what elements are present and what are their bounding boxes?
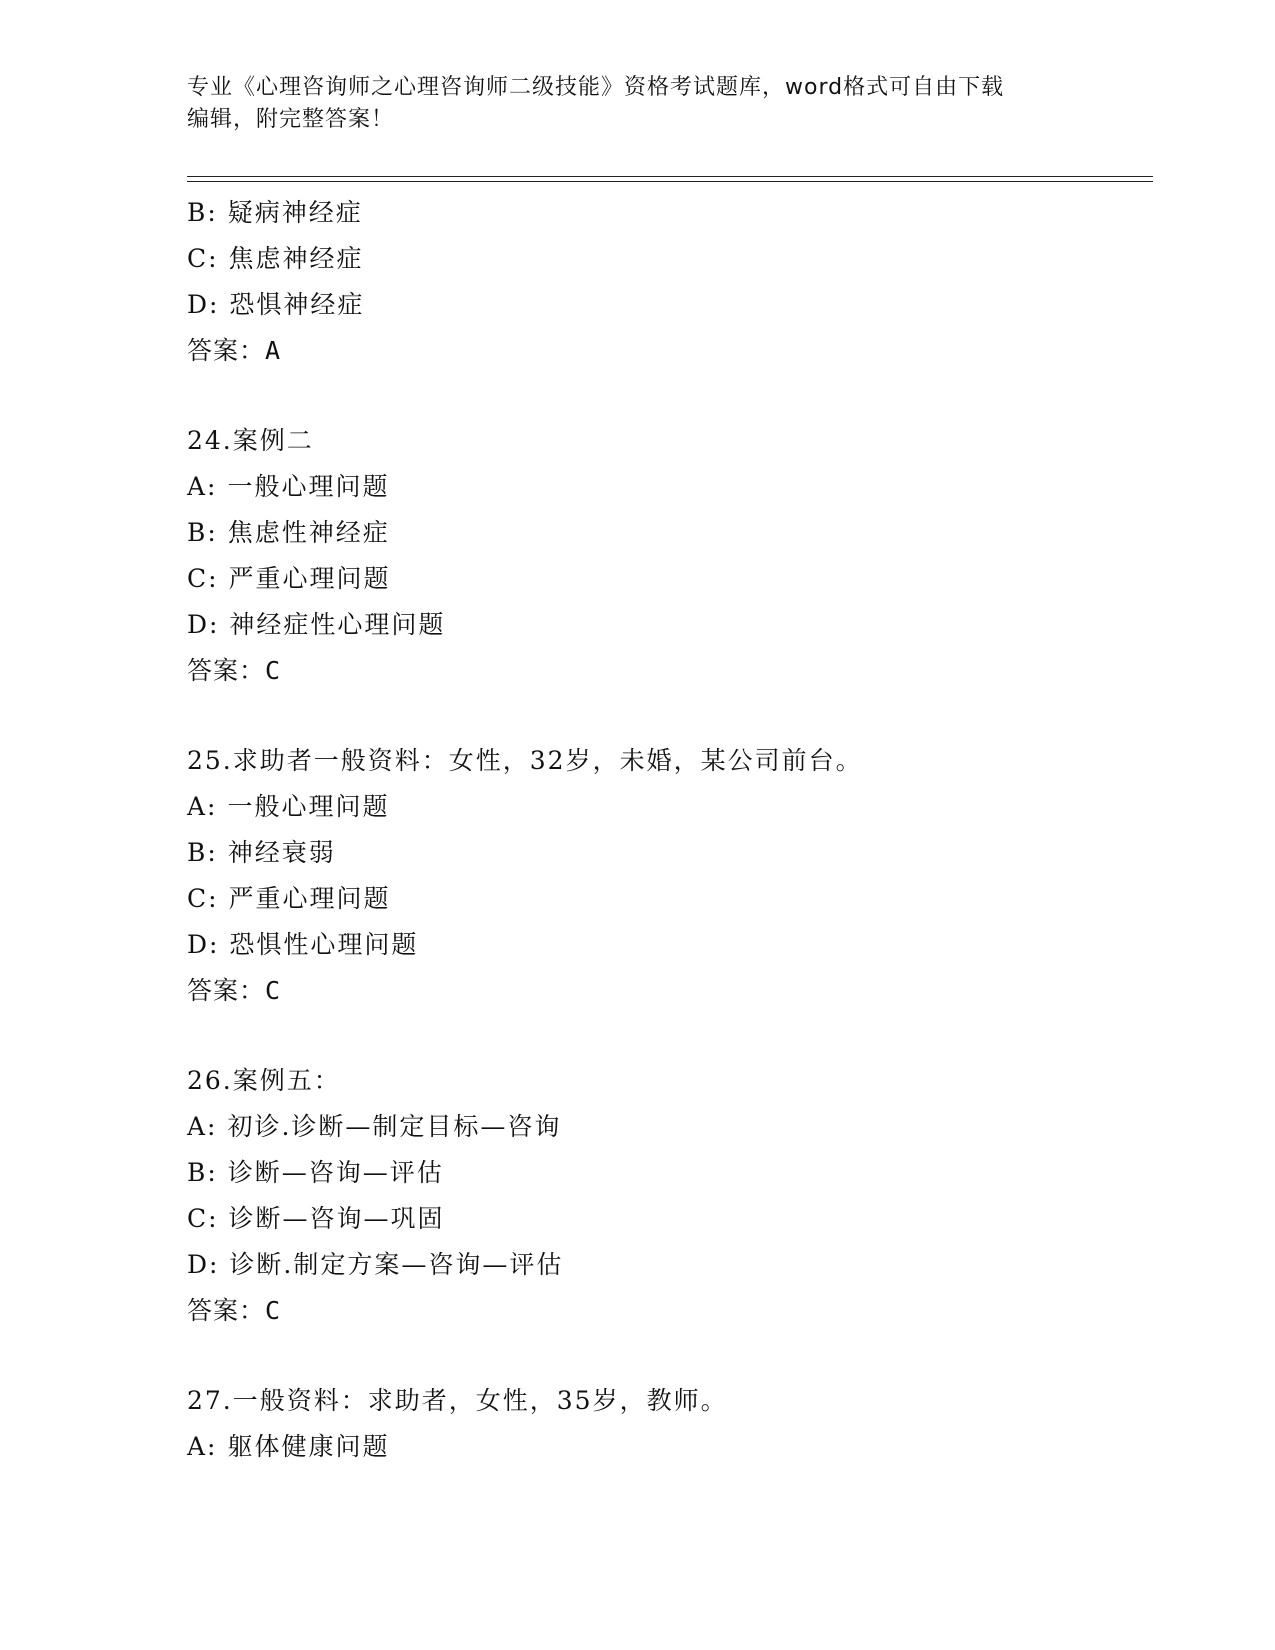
option-row: [187, 1104, 1153, 1150]
option-row: [187, 1424, 1153, 1470]
header-rule-top: [187, 176, 1153, 177]
answer-row: [187, 968, 1153, 1014]
option-text: 神经症性心理问题: [229, 610, 446, 639]
option-row: [187, 556, 1153, 602]
option-letter: B:: [187, 518, 218, 547]
option-letter: C:: [187, 564, 219, 593]
option-row: [187, 876, 1153, 922]
header-line-2: 编辑，附完整答案！: [187, 107, 395, 132]
option-text: 严重心理问题: [228, 884, 391, 913]
option-row: [187, 922, 1153, 968]
header-rule-bottom: [187, 181, 1153, 182]
answer-value: A: [265, 336, 282, 365]
option-letter: A:: [187, 472, 218, 501]
option-letter: A:: [187, 792, 218, 821]
question-block-26: [187, 1058, 1153, 1334]
option-text: 诊断—咨询—巩固: [228, 1204, 445, 1233]
option-letter: B:: [187, 198, 218, 227]
option-text: 一般心理问题: [227, 792, 390, 821]
option-row: [187, 190, 1153, 236]
option-row: [187, 236, 1153, 282]
question-block-25: [187, 738, 1153, 1014]
option-row: [187, 830, 1153, 876]
question-title: 27.一般资料：求助者，女性，35岁，教师。: [187, 1386, 728, 1415]
option-text: 诊断—咨询—评估: [227, 1158, 444, 1187]
question-title: 24.案例二: [187, 426, 314, 455]
option-letter: D:: [187, 290, 220, 319]
option-letter: D:: [187, 1250, 220, 1279]
option-row: [187, 602, 1153, 648]
answer-row: [187, 1288, 1153, 1334]
option-text: 神经衰弱: [227, 838, 336, 867]
option-row: [187, 1150, 1153, 1196]
question-title: 25.求助者一般资料：女性，32岁，未婚，某公司前台。: [187, 746, 863, 775]
option-text: 初诊.诊断—制定目标—咨询: [227, 1112, 562, 1141]
question-block-23: [187, 190, 1153, 374]
option-row: [187, 1196, 1153, 1242]
option-text: 焦虑神经症: [228, 244, 364, 273]
answer-label: 答案：: [187, 336, 266, 365]
option-row: [187, 464, 1153, 510]
option-text: 恐惧神经症: [229, 290, 365, 319]
option-text: 诊断.制定方案—咨询—评估: [229, 1250, 564, 1279]
option-row: [187, 282, 1153, 328]
option-letter: C:: [187, 884, 219, 913]
option-text: 严重心理问题: [228, 564, 391, 593]
answer-label: 答案：: [187, 1296, 266, 1325]
option-text: 恐惧性心理问题: [229, 930, 419, 959]
option-letter: C:: [187, 1204, 219, 1233]
question-list: [187, 190, 1153, 1470]
option-letter: D:: [187, 930, 220, 959]
question-block-24: [187, 418, 1153, 694]
answer-label: 答案：: [187, 656, 266, 685]
answer-row: [187, 328, 1153, 374]
question-block-27: [187, 1378, 1153, 1470]
document-header: [187, 72, 1087, 136]
option-letter: A:: [187, 1112, 218, 1141]
option-text: 躯体健康问题: [227, 1432, 390, 1461]
option-letter: C:: [187, 244, 219, 273]
option-text: 疑病神经症: [227, 198, 363, 227]
option-letter: B:: [187, 838, 218, 867]
option-letter: B:: [187, 1158, 218, 1187]
option-row: [187, 1242, 1153, 1288]
option-row: [187, 784, 1153, 830]
option-letter: A:: [187, 1432, 218, 1461]
answer-value: C: [265, 656, 282, 685]
option-letter: D:: [187, 610, 220, 639]
answer-value: C: [265, 1296, 282, 1325]
option-row: [187, 510, 1153, 556]
header-line-1: 专业《心理咨询师之心理咨询师二级技能》资格考试题库，word格式可自由下载: [187, 75, 1005, 100]
option-text: 一般心理问题: [227, 472, 390, 501]
answer-label: 答案：: [187, 976, 266, 1005]
question-title: 26.案例五：: [187, 1066, 341, 1095]
answer-value: C: [265, 976, 282, 1005]
option-text: 焦虑性神经症: [227, 518, 390, 547]
answer-row: [187, 648, 1153, 694]
